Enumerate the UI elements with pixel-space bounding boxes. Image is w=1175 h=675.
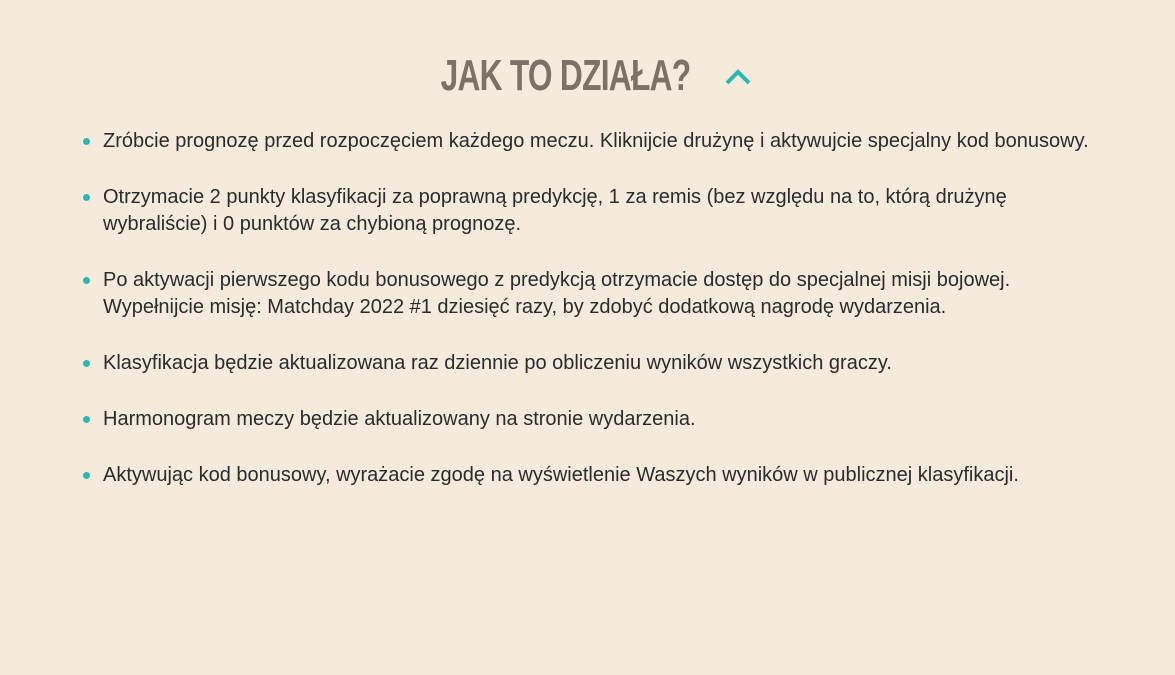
list-item	[80, 128, 1100, 155]
section-title: JAK TO DZIAŁA?	[440, 51, 691, 100]
section-header[interactable]	[0, 48, 1175, 104]
list-item	[80, 267, 1100, 321]
rules-list	[80, 128, 1100, 518]
list-item-text: Po aktywacji pierwszego kodu bonusowego z predykcją otrzymacie dostęp do specjalnej misji bojowej. Wypełnijcie misję: Matchday 2022 #1 dziesięć razy, by zdobyć dodatkową nagrodę wydarzenia.	[103, 269, 1011, 318]
list-item	[80, 350, 1100, 377]
list-item-text: Klasyfikacja będzie aktualizowana raz dziennie po obliczeniu wyników wszystkich graczy.	[103, 352, 892, 374]
list-item-text: Harmonogram meczy będzie aktualizowany na stronie wydarzenia.	[103, 408, 696, 430]
list-item	[80, 462, 1100, 489]
bullet-dot	[83, 194, 90, 201]
list-item-text: Otrzymacie 2 punkty klasyfikacji za poprawną predykcję, 1 za remis (bez względu na to, którą drużynę wybraliście) i 0 punktów za chybioną prognozę.	[103, 186, 1007, 235]
bullet-dot	[83, 416, 90, 423]
list-item	[80, 406, 1100, 433]
collapse-toggle-button[interactable]	[723, 62, 753, 92]
bullet-dot	[83, 277, 90, 284]
bullet-dot	[83, 472, 90, 479]
bullet-dot	[83, 138, 90, 145]
list-item-text: Zróbcie prognozę przed rozpoczęciem każdego meczu. Kliknijcie drużynę i aktywujcie specjalny kod bonusowy.	[103, 130, 1089, 152]
chevron-up-icon	[724, 68, 752, 86]
list-item-text: Aktywując kod bonusowy, wyrażacie zgodę na wyświetlenie Waszych wyników w publicznej klasyfikacji.	[103, 464, 1019, 486]
list-item	[80, 184, 1100, 238]
bullet-dot	[83, 360, 90, 367]
